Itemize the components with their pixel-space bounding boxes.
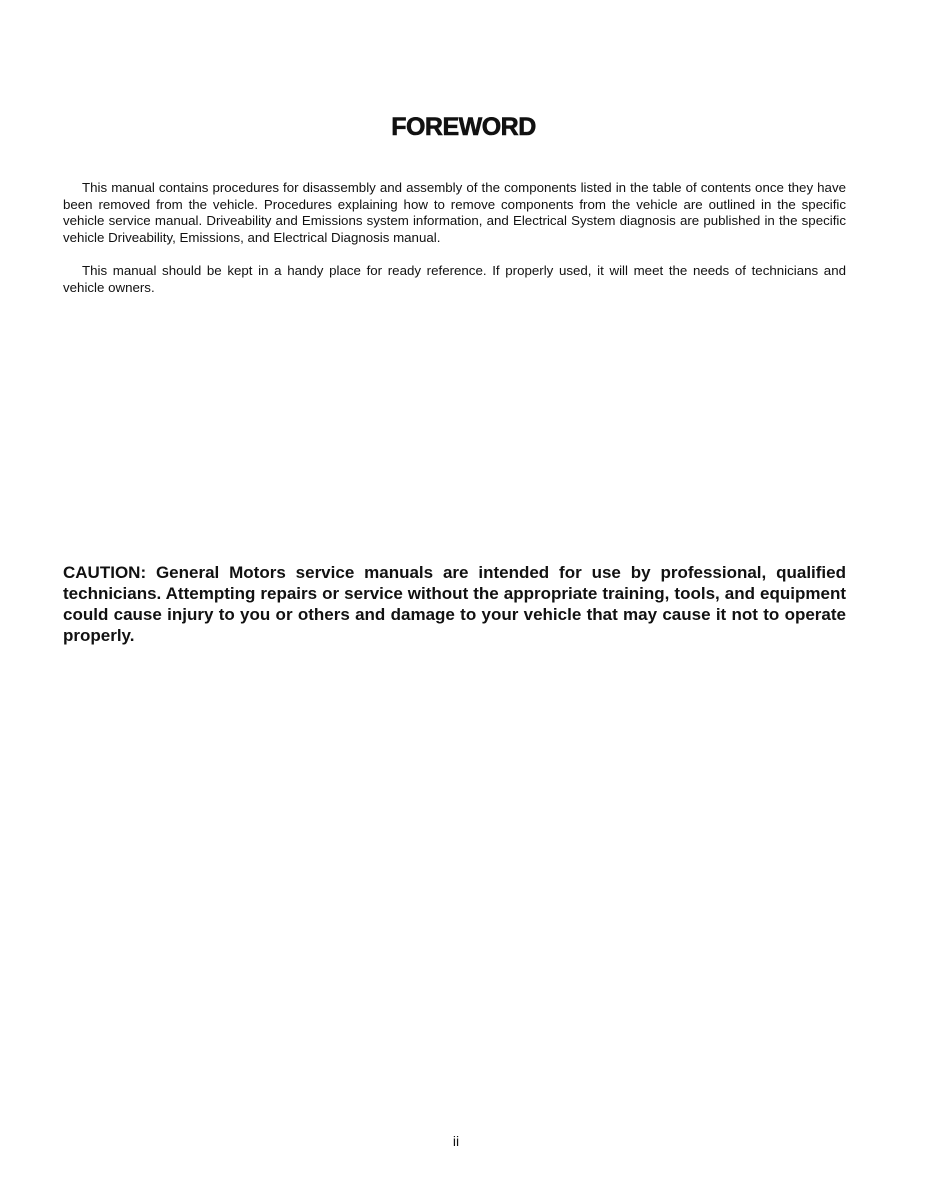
- foreword-paragraph-2: This manual should be kept in a handy place for ready reference. If properly used, it will meet the needs of technicians and vehicle owners.: [63, 263, 846, 295]
- page-title: FOREWORD: [391, 113, 536, 141]
- foreword-paragraph-1: This manual contains procedures for disassembly and assembly of the components listed in the table of contents once they have been removed from the vehicle. Procedures explaining how to remove components from the vehicle are outlined in the specific vehicle service manual. Driveability and Emissions system information, and Electrical System diagnosis are published in the specific vehicle Driveability, Emissions, and Electrical Diagnosis manual.: [63, 180, 846, 245]
- page-number: ii: [452, 1133, 460, 1149]
- caution-notice: CAUTION: General Motors service manuals are intended for use by professional, qualified technicians. Attempting repairs or service without the appropriate training, tools, and equipment could cause injury to you or others and damage to your vehicle that may cause it not to operate properly.: [63, 563, 846, 645]
